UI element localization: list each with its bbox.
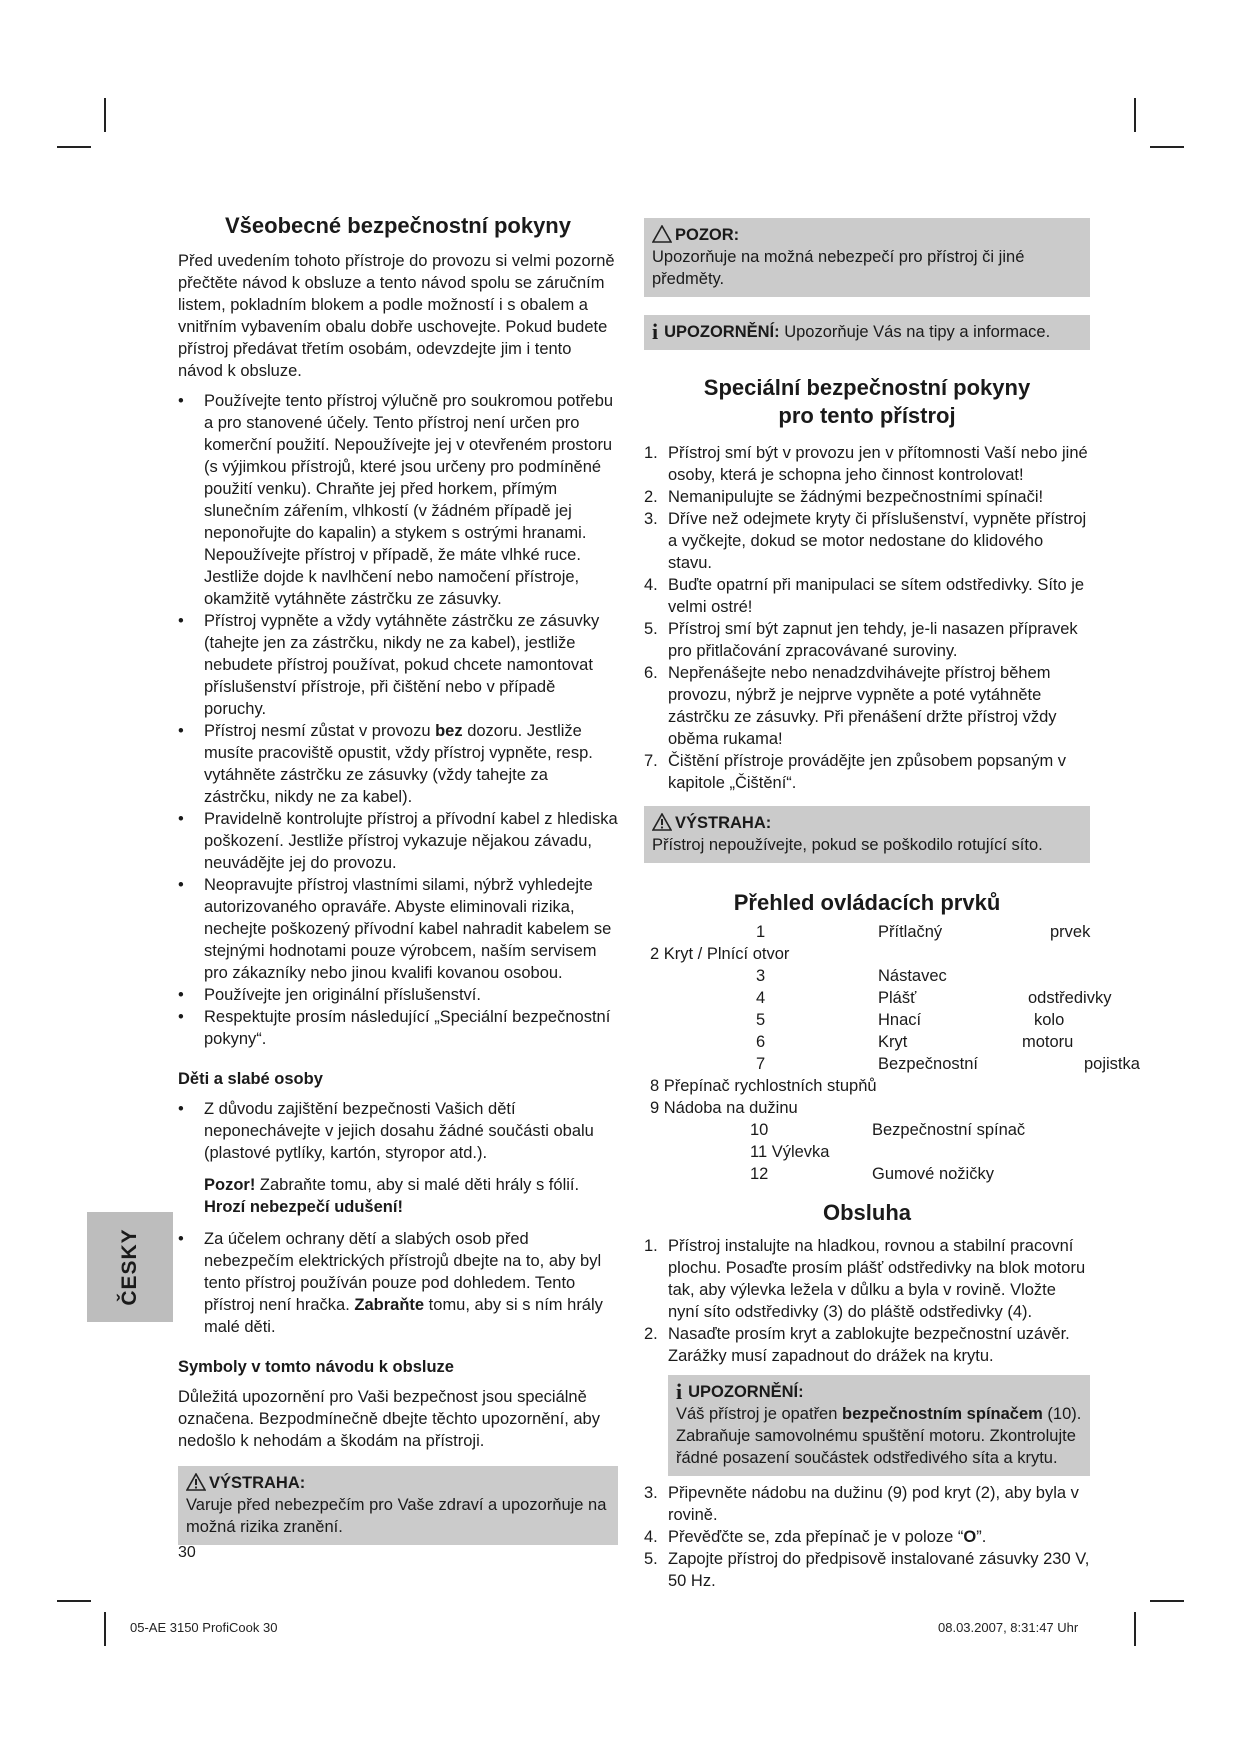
list-item: 5. Zapojte přístroj do předpisově instalované zásuvky 230 V, 50 Hz. (644, 1550, 1090, 1590)
operation-list (644, 1235, 1090, 1367)
operation-notice-box (668, 1375, 1090, 1476)
part-number: 6 (756, 1033, 766, 1051)
right-column (644, 218, 1140, 1592)
suffocation-note: Pozor! Zabraňte tomu, aby si malé děti hrály s fólií. Hrozí nebezpečí udušení! (204, 1176, 580, 1216)
part-number: 3 (756, 967, 766, 985)
special-safety-title: Speciální bezpečnostní pokyny pro tento přístroj (703, 375, 1031, 428)
part-number: 7 (756, 1055, 766, 1073)
part-label: pojistka (1084, 1055, 1140, 1073)
list-item: 4. Buďte opatrní při manipulaci se sítem odstředivky. Síto je velmi ostré! (644, 576, 1085, 616)
symbols-title: Symboly v tomto návodu k obsluze (178, 1358, 454, 1376)
warning-title: VÝSTRAHA: (209, 1474, 306, 1492)
list-item: 7. Čištění přístroje provádějte jen způsobem popsaným v kapitole „Čištění“. (644, 752, 1067, 792)
crop-mark (1134, 98, 1136, 132)
crop-mark (57, 146, 91, 148)
children-title: Děti a slabé osoby (178, 1070, 323, 1088)
warning-text: Varuje před nebezpečím pro Vaše zdraví a upozorňuje na možná rizika zranění. (186, 1496, 607, 1536)
general-bullets (178, 390, 618, 1050)
warning-title: VÝSTRAHA: (675, 814, 772, 832)
part-label: prvek (1050, 923, 1091, 941)
list-item: • Používejte jen originální příslušenství. (178, 984, 618, 1006)
part-label: Hnací (878, 1011, 922, 1029)
language-label: ČESKY (118, 1228, 141, 1306)
part-label: Bezpečnostní (878, 1055, 978, 1073)
crop-mark (1134, 1612, 1136, 1646)
caution-box (644, 218, 1090, 297)
list-item: • Přístroj nesmí zůstat v provozu bez dozoru. Jestliže musíte pracoviště opustit, vždy přístroj vypněte, resp. vytáhněte zástrčku ze zásuvky (vždy tahejte za zástrčku, nikdy ne za kabel). (178, 720, 618, 808)
part-number: 10 (750, 1121, 769, 1139)
caution-title: POZOR: (675, 226, 740, 244)
part-label: 11 Výlevka (750, 1143, 830, 1161)
crop-mark (1150, 1600, 1184, 1602)
list-item: • Za účelem ochrany dětí a slabých osob před nebezpečím elektrických přístrojů dbejte na to, aby byl tento přístroj používán pouze pod dohledem. Tento přístroj není hračka. Zabraňte tomu, aby si s ním hrály malé děti. (178, 1228, 618, 1338)
part-label: Přítlačný (878, 923, 943, 941)
caution-text: Upozorňuje na možná nebezpečí pro přístroj či jiné předměty. (652, 248, 1025, 288)
caution-triangle-icon (652, 225, 672, 243)
part-label: Gumové nožičky (872, 1165, 994, 1183)
operation-list-2 (644, 1482, 1090, 1592)
list-item: 6. Nepřenášejte nebo nenadzdvihávejte přístroj během provozu, nýbrž je nejprve vypněte a poté vytáhněte zástrčku ze zásuvky. Při přenášení držte přístroj vždy oběma rukama! (644, 664, 1057, 748)
list-item: 1. Přístroj smí být v provozu jen v přítomnosti Vaší nebo jiné osoby, která je schopna jeho činnost kontrolovat! (644, 444, 1088, 484)
list-item: • Neopravujte přístroj vlastními silami, nýbrž vyhledejte autorizovaného opraváře. Abyste eliminovali rizika, nechejte poškozený přívodní kabel nahradit kabelem se stejnými hodnotami pouze výrobcem, naším servisem pro zákazníky nebo jinou kvalifi kovanou osobou. (178, 874, 618, 984)
part-label: Nástavec (878, 967, 947, 985)
footer-right: 08.03.2007, 8:31:47 Uhr (938, 1620, 1079, 1635)
operation-title: Obsluha (822, 1200, 911, 1225)
info-icon: i (676, 1379, 683, 1404)
children-bullets (178, 1098, 618, 1164)
part-label: motoru (1022, 1033, 1074, 1051)
left-column (178, 212, 618, 1545)
list-item: 1. Přístroj instalujte na hladkou, rovnou a stabilní pracovní plochu. Posaďte prosím plášť odstředivky na blok motoru tak, aby výlevka ležela v důlku a byla v rovině. Vložte nyní síto odstředivky (3) do pláště odstředivky (4). (644, 1237, 1086, 1321)
page-number: 30 (178, 1544, 196, 1561)
notice-title: UPOZORNĚNÍ: (688, 1383, 804, 1401)
warning-triangle-icon (652, 813, 672, 831)
notice-text: Upozorňuje Vás na tipy a informace. (779, 323, 1051, 341)
part-number: 1 (756, 923, 766, 941)
language-tab (87, 1212, 173, 1322)
parts-list (644, 921, 1140, 1183)
part-label: Kryt (878, 1033, 908, 1051)
crop-mark (1150, 146, 1184, 148)
warning-box (178, 1466, 618, 1545)
notice-text: Váš přístroj je opatřen bezpečnostním spínačem (10). Zabraňuje samovolnému spuštění motoru. Zkontrolujte řádné posazení součástek odstředivého síta a krytu. (676, 1405, 1082, 1467)
part-label: Bezpečnostní spínač (872, 1121, 1026, 1139)
crop-mark (57, 1600, 91, 1602)
special-warning-box (644, 806, 1090, 863)
list-item: 3. Dříve než odejmete kryty či příslušenství, vypněte přístroj a vyčkejte, dokud se motor nedostane do klidového stavu. (644, 510, 1087, 572)
list-item: 2. Nemanipulujte se žádnými bezpečnostními spínači! (644, 488, 1044, 506)
part-label: odstředivky (1028, 989, 1112, 1007)
list-item: 2. Nasaďte prosím kryt a zablokujte bezpečnostní uzávěr. Zarážky musí zapadnout do drážek na krytu. (644, 1325, 1070, 1365)
list-item: • Respektujte prosím následující „Speciální bezpečnostní pokyny“. (178, 1006, 618, 1050)
part-label: 9 Nádoba na dužinu (650, 1099, 798, 1117)
overview-title: Přehled ovládacích prvků (733, 890, 1001, 915)
list-item: • Přístroj vypněte a vždy vytáhněte zástrčku ze zásuvky (tahejte jen za zástrčku, nikdy ne za kabel), jestliže nebudete přístroj používat, pokud chcete namontovat příslušenství přístroje, při čištění nebo v případě poruchy. (178, 610, 618, 720)
part-number: 5 (756, 1011, 766, 1029)
part-number: 12 (750, 1165, 769, 1183)
list-item: • Pravidelně kontrolujte přístroj a přívodní kabel z hlediska poškození. Jestliže přístroj vykazuje nějakou závadu, neuvádějte jej do provozu. (178, 808, 618, 874)
list-item: 4. Převěďčte se, zda přepínač je v poloze “O”. (644, 1528, 987, 1546)
notice-title: UPOZORNĚNÍ: (664, 323, 780, 341)
children-bullets-2 (178, 1228, 618, 1338)
info-icon: i (652, 319, 659, 344)
crop-mark (104, 1612, 106, 1646)
part-label: kolo (1034, 1011, 1065, 1029)
part-label: 8 Přepínač rychlostních stupňů (650, 1077, 877, 1095)
list-item: 3. Připevněte nádobu na dužinu (9) pod kryt (2), aby byla v rovině. (644, 1484, 1079, 1524)
part-label: Plášť (878, 989, 917, 1007)
special-list (644, 442, 1090, 794)
warning-text: Přístroj nepoužívejte, pokud se poškodilo rotující síto. (652, 836, 1043, 854)
notice-box (644, 315, 1090, 350)
footer-left: 05-AE 3150 ProfiCook 30 (130, 1620, 278, 1635)
general-intro: Před uvedením tohoto přístroje do provozu si velmi pozorně přečtěte návod k obsluze a tento návod spolu se záručním listem, pokladním blokem a podle možností i s obalem a vnitřním vybavením obalu dobře uschovejte. Pokud budete přístroj předávat třetím osobám, odevzdejte jim i tento návod k obsluze. (178, 252, 615, 380)
list-item: • Z důvodu zajištění bezpečnosti Vašich dětí neponechávejte v jejich dosahu žádné součásti obalu (plastové pytlíky, kartón, styropor atd.). (178, 1098, 618, 1164)
crop-mark (104, 98, 106, 132)
part-number: 4 (756, 989, 766, 1007)
list-item: • Používejte tento přístroj výlučně pro soukromou potřebu a pro stanovené účely. Tento přístroj není určen pro komerční použití. Nepoužívejte jej v otevřeném prostoru (s výjimkou přístrojů, které jsou určeny pro podmíněné použití venku). Chraňte jej před horkem, přímým slunečním zářením, vlhkostí (v žádném případě jej neponořujte do kapalin) a stykem s ostrými hranami. Nepoužívejte přístroj v případě, že máte vlhké ruce. Jestliže dojde k navlhčení nebo namočení přístroje, okamžitě vytáhněte zástrčku ze zásuvky. (178, 390, 618, 610)
symbols-text: Důležitá upozornění pro Vaši bezpečnost jsou speciálně označena. Bezpodmínečně dbejte těchto upozornění, aby nedošlo k nehodám a škodám na přístroji. (178, 1388, 600, 1450)
general-safety-title: Všeobecné bezpečnostní pokyny (225, 213, 571, 238)
list-item: 5. Přístroj smí být zapnut jen tehdy, je-li nasazen přípravek pro přitlačování zpracovávané suroviny. (644, 620, 1078, 660)
part-label: 2 Kryt / Plnící otvor (650, 945, 790, 963)
warning-triangle-icon (186, 1473, 206, 1491)
